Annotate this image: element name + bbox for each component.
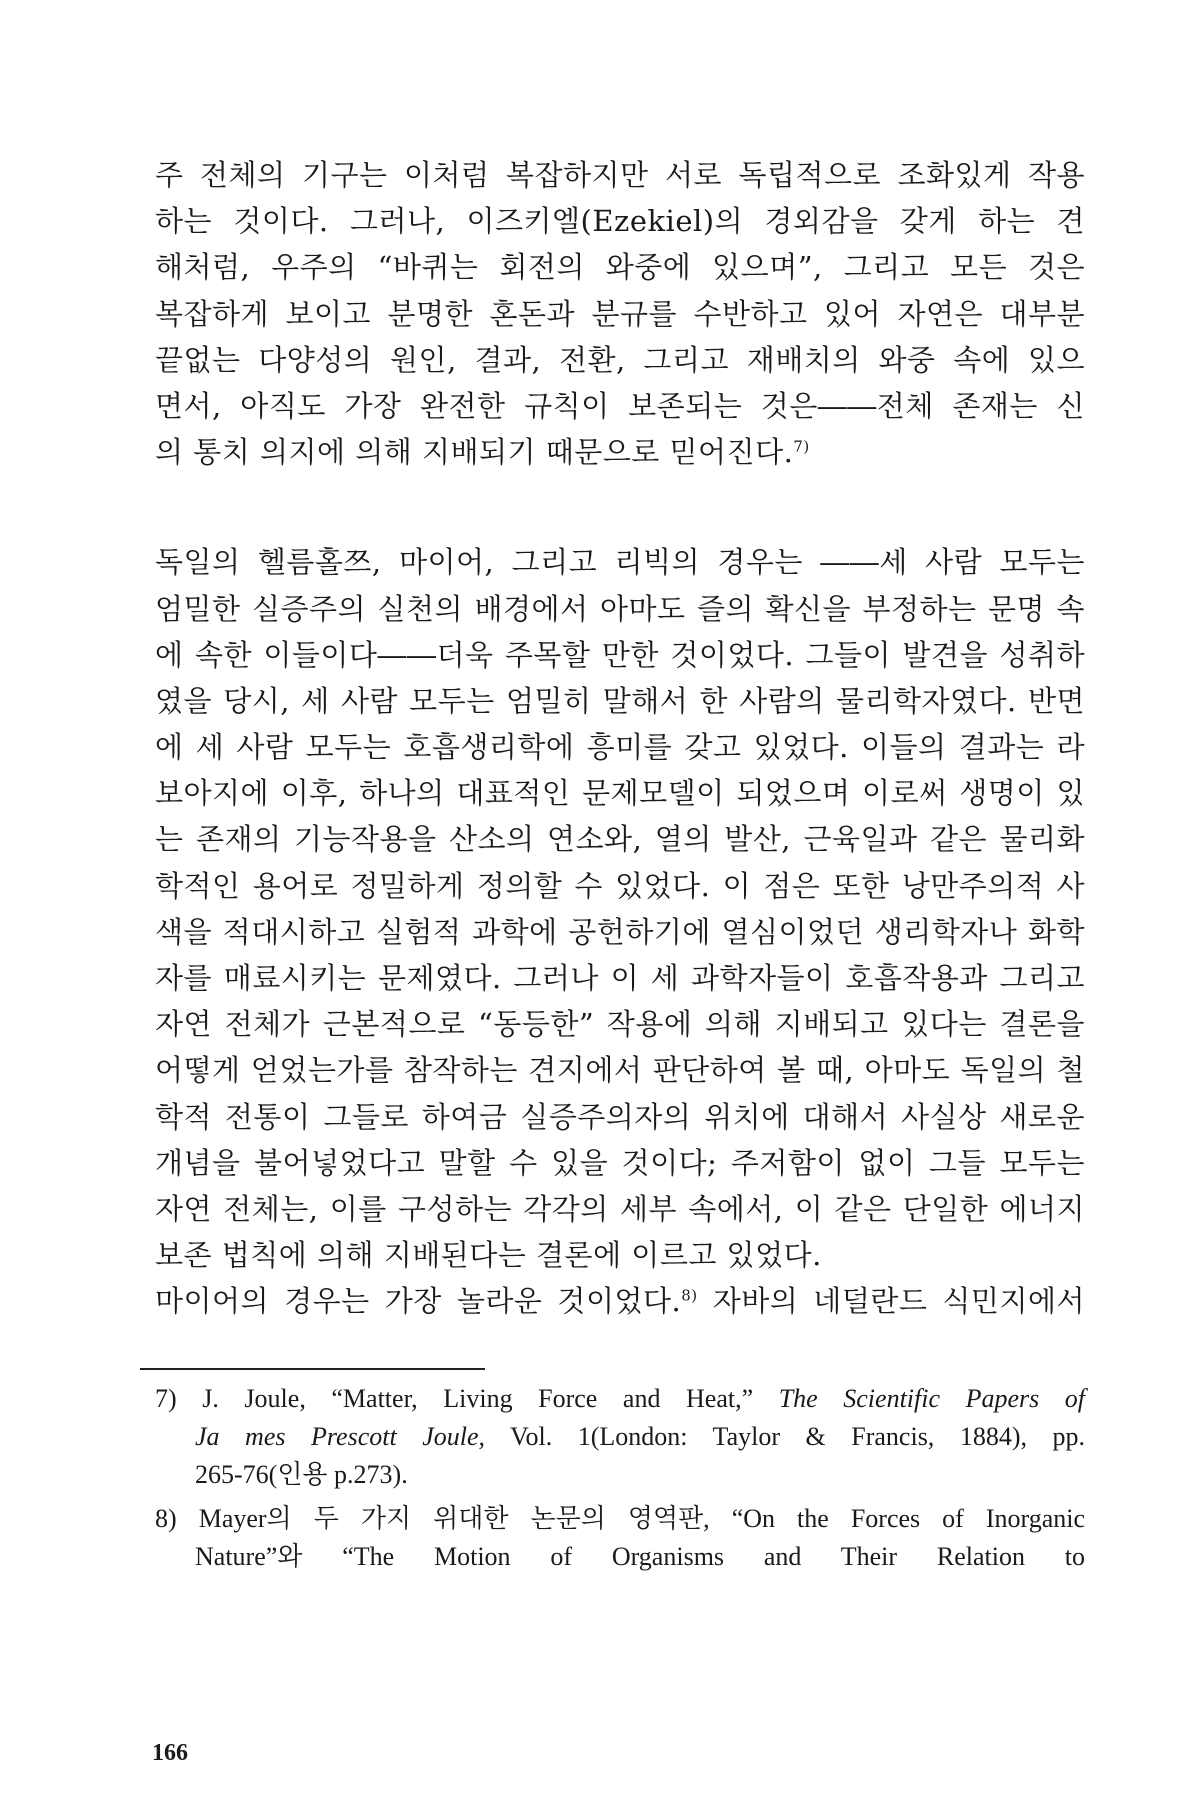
footnote-line (155, 1500, 1085, 1538)
body-text (155, 152, 1085, 1325)
text-line: 학적인 용어로 정밀하게 정의할 수 있었다. 이 점은 또한 낭만주의적 사 (155, 868, 1085, 903)
page-number: 166 (152, 1740, 188, 1766)
paragraph-gap (155, 475, 1085, 539)
text-line: 면서, 아직도 가장 완전한 규칙이 보존되는 것은――전체 존재는 신 (155, 388, 1085, 423)
footnote-line: 265-76(인용 p.273). (195, 1460, 408, 1489)
text-line: 자연 전체가 근본적으로 “동등한” 작용에 의해 지배되고 있다는 결론을 (155, 1007, 1085, 1042)
text-line-content: 자바의 네덜란드 식민지에서 (697, 1284, 1085, 1319)
text-line: 개념을 불어넣었다고 말할 수 있을 것이다; 주저함이 없이 그들 모두는 (155, 1145, 1085, 1180)
footnote-line: Nature”와 “The Motion of Organisms and Their Relation to (195, 1542, 1085, 1571)
text-line: 주 전체의 기구는 이처럼 복잡하지만 서로 독립적으로 조화있게 작용 (155, 158, 1085, 192)
footnote-text: J. Joule, “Matter, Living Force and Heat,” (202, 1384, 779, 1413)
text-line: 어떻게 얻었는가를 참작하는 견지에서 판단하여 볼 때, 아마도 독일의 철 (155, 1053, 1085, 1088)
text-line: 복잡하게 보이고 분명한 혼돈과 분규를 수반하고 있어 자연은 대부분 (155, 296, 1085, 331)
footnote-line (155, 1418, 1085, 1456)
footnote-ref: 8) (681, 1286, 698, 1305)
text-line: 하는 것이다. 그러나, 이즈키엘(Ezekiel)의 경외감을 갖게 하는 견 (155, 204, 1085, 239)
footnote-line (155, 1380, 1085, 1418)
text-line: 는 존재의 기능작용을 산소의 연소와, 열의 발산, 근육일과 같은 물리화 (155, 822, 1085, 857)
text-line: 엄밀한 실증주의 실천의 배경에서 아마도 즐의 확신을 부정하는 문명 속 (155, 591, 1085, 626)
footnote-title: The Scientific Papers of (778, 1384, 1086, 1413)
footnote-divider (140, 1368, 485, 1370)
footnote-number: 7) (155, 1384, 177, 1413)
text-line: 자연 전체는, 이를 구성하는 각각의 세부 속에서, 이 같은 단일한 에너지 (155, 1191, 1085, 1226)
text-line: 독일의 헬름홀쯔, 마이어, 그리고 리빅의 경우는 ――세 사람 모두는 (155, 545, 1085, 580)
text-line: 보아지에 이후, 하나의 대표적인 문제모델이 되었으며 이로써 생명이 있 (155, 776, 1085, 811)
text-line-content: 의 통치 의지에 의해 지배되기 때문으로 믿어진다. (155, 435, 794, 470)
text-line: 였을 당시, 세 사람 모두는 엄밀히 말해서 한 사람의 물리학자였다. 반면 (155, 683, 1085, 718)
footnotes (155, 1380, 1085, 1576)
text-line: 해처럼, 우주의 “바퀴는 회전의 와중에 있으며”, 그리고 모든 것은 (155, 250, 1085, 285)
footnote-text: Vol. 1(London: Taylor & Francis, 1884), pp. (485, 1422, 1085, 1451)
footnote-title: Ja mes Prescott Joule, (195, 1422, 486, 1451)
text-line (155, 429, 1085, 475)
text-line: 보존 법칙에 의해 지배된다는 결론에 이르고 있었다. (155, 1238, 822, 1273)
footnote-ref: 7) (793, 437, 810, 456)
text-line: 에 속한 이들이다――더욱 주목할 만한 것이었다. 그들이 발견을 성취하 (155, 637, 1085, 672)
text-line: 색을 적대시하고 실험적 과학에 공헌하기에 열심이었던 생리학자나 화학 (155, 914, 1085, 949)
text-line: 학적 전통이 그들로 하여금 실증주의자의 위치에 대해서 사실상 새로운 (155, 1099, 1085, 1134)
text-line-content: 마이어의 경우는 가장 놀라운 것이었다. (155, 1284, 682, 1319)
text-line (155, 1278, 1085, 1324)
footnote-text: Mayer의 두 가지 위대한 논문의 영역판, “On the Forces of Inorganic (198, 1504, 1086, 1533)
text-line: 에 세 사람 모두는 호흡생리학에 흥미를 갖고 있었다. 이들의 결과는 라 (155, 730, 1085, 765)
text-line: 끝없는 다양성의 원인, 결과, 전환, 그리고 재배치의 와중 속에 있으 (155, 342, 1085, 377)
text-line: 자를 매료시키는 문제였다. 그러나 이 세 과학자들이 호흡작용과 그리고 (155, 961, 1085, 995)
footnote-number: 8) (155, 1504, 177, 1533)
